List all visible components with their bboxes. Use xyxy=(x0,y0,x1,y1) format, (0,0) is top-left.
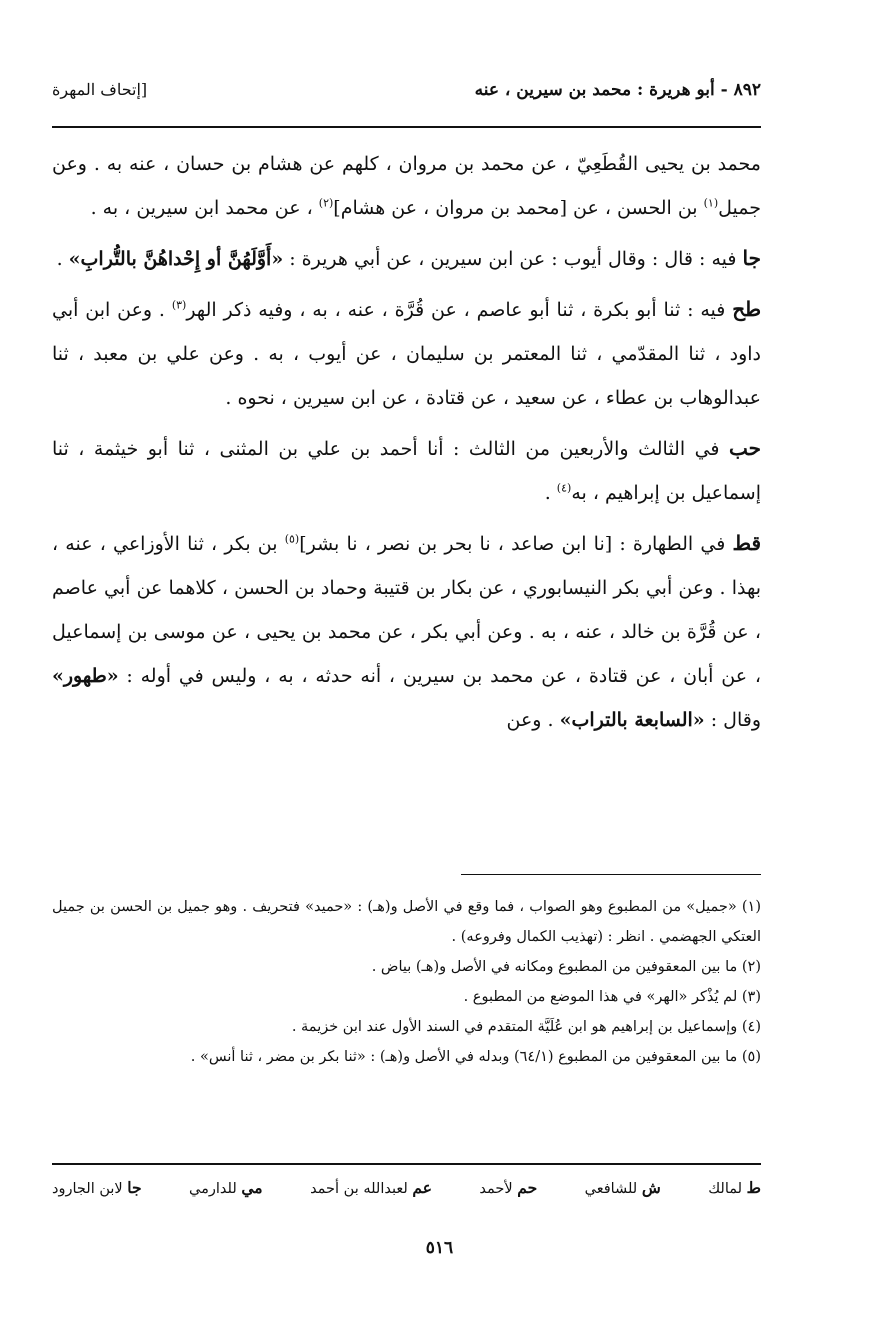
text-run: . xyxy=(544,482,557,504)
text-run: فيه : قال : وقال أيوب : عن ابن سيرين ، عن أبي هريرة : xyxy=(283,248,743,270)
abbreviation-meaning: لمالك xyxy=(708,1181,747,1197)
footnote: (٢) ما بين المعقوفين من المطبوع ومكانه في الأصل و(هـ) بياض . xyxy=(371,959,761,975)
paragraph xyxy=(52,426,761,515)
footnotes xyxy=(52,892,761,1072)
footnote: (١) «جميل» من المطبوع وهو الصواب ، فما وقع في الأصل و(هـ) : «حميد» فتحريف . وهو جميل بن الحسن بن جميل العتكي الجهضمي . انظر : (تهذيب الكمال وفروعه) . xyxy=(52,899,761,945)
footnote-divider xyxy=(461,874,761,875)
text-run: . وعن xyxy=(506,709,560,731)
text-run: بن الحسن ، عن [محمد بن مروان ، عن هشام] xyxy=(333,197,704,219)
text-run: بن بكر ، ثنا الأوزاعي ، عنه ، بهذا . وعن أبي بكر النيسابوري ، عن بكار بن قتيبة وحماد بن الحسن ، كلاهما عن أبي عاصم ، عن قُرَّة بن خالد ، عنه ، به . وعن أبي بكر ، عن محمد بن يحيى ، عن موسى بن إسماعيل ، عن أبان ، عن قتادة ، عن محمد بن سيرين ، أنه حدثه ، به ، وليس في أوله : xyxy=(52,533,761,687)
footnote-ref: (٥) xyxy=(284,532,300,546)
paragraph xyxy=(52,142,761,230)
text-run: ، عن محمد ابن سيرين ، به . xyxy=(90,197,319,219)
text-run: . xyxy=(56,248,69,270)
abbreviation-key xyxy=(52,1178,761,1197)
footnote: (٣) لم يُذْكر «الهر» في هذا الموضع من المطبوع . xyxy=(463,989,761,1005)
abbreviation xyxy=(708,1178,761,1197)
source-code: حب xyxy=(728,436,761,460)
footnote-ref: (٤) xyxy=(556,481,572,495)
main-text xyxy=(52,142,761,748)
paragraph xyxy=(52,287,761,420)
hadith-quote: «طهور» xyxy=(52,665,119,687)
footnote-ref: (١) xyxy=(703,196,719,210)
book-title: [إتحاف المهرة xyxy=(52,80,148,99)
abbreviation xyxy=(310,1178,432,1197)
running-title: ٨٩٢ - أبو هريرة : محمد بن سيرين ، عنه xyxy=(474,80,761,100)
footnote: (٥) ما بين المعقوفين من المطبوع (٦٤/١) وبدله في الأصل و(هـ) : «ثنا بكر بن مضر ، ثنا أنس» . xyxy=(190,1049,761,1065)
text-run: في الثالث والأربعين من الثالث : أنا أحمد بن علي بن المثنى ، ثنا أبو خيثمة ، ثنا إسماعيل بن إبراهيم ، به xyxy=(52,438,761,504)
footnote-ref: (٢) xyxy=(318,196,334,210)
abbreviation xyxy=(189,1178,263,1197)
abbreviation-meaning: لأحمد xyxy=(479,1181,518,1197)
abbreviation xyxy=(479,1178,537,1197)
footnote: (٤) وإسماعيل بن إبراهيم هو ابن عُلَيَّة المتقدم في السند الأول عند ابن خزيمة . xyxy=(291,1019,761,1035)
abbreviation-code: مي xyxy=(241,1178,263,1197)
text-run: محمد بن يحيى القُطَعِيّ ، عن محمد بن مروان ، كلهم عن هشام بن حسان ، عنه به . وعن جميل xyxy=(52,153,761,219)
text-run: في الطهارة : [نا ابن صاعد ، نا بحر بن نصر ، نا بشر] xyxy=(299,533,733,555)
paragraph xyxy=(52,236,761,281)
text-run: . وعن ابن أبي داود ، ثنا المقدّمي ، ثنا المعتمر بن سليمان ، عن أيوب ، به . وعن علي بن معبد ، ثنا عبدالوهاب بن عطاء ، عن سعيد ، عن قتادة ، عن ابن سيرين ، نحوه . xyxy=(52,299,761,409)
text-run: وقال : xyxy=(704,709,761,731)
page-header xyxy=(52,80,761,100)
page-number: ٥١٦ xyxy=(425,1238,454,1258)
abbreviation-divider xyxy=(52,1163,761,1165)
abbreviation-code: جا xyxy=(127,1178,142,1197)
source-code: قط xyxy=(732,531,761,555)
abbreviation-code: عم xyxy=(412,1178,432,1197)
abbreviation-code: ش xyxy=(641,1178,661,1197)
hadith-quote: «السابعة بالتراب» xyxy=(559,709,705,731)
source-code: جا xyxy=(742,246,761,270)
abbreviation-meaning: للشافعي xyxy=(584,1181,642,1197)
paragraph xyxy=(52,521,761,742)
abbreviation-meaning: لابن الجارود xyxy=(52,1181,128,1197)
footnote-ref: (٣) xyxy=(171,298,187,312)
text-run: فيه : ثنا أبو بكرة ، ثنا أبو عاصم ، عن قُرَّة ، عنه ، به ، وفيه ذكر الهر xyxy=(186,299,733,321)
abbreviation xyxy=(52,1178,142,1197)
abbreviation-meaning: لعبدالله بن أحمد xyxy=(310,1181,413,1197)
abbreviation-code: ط xyxy=(746,1178,761,1197)
abbreviation-code: حم xyxy=(517,1178,538,1197)
abbreviation xyxy=(585,1178,661,1197)
abbreviation-meaning: للدارمي xyxy=(189,1181,242,1197)
source-code: طح xyxy=(732,297,762,321)
hadith-quote: «أَوَّلَهُنَّ أو إِحْداهُنَّ بالتُّرابِ» xyxy=(68,248,284,270)
header-divider xyxy=(52,126,761,128)
